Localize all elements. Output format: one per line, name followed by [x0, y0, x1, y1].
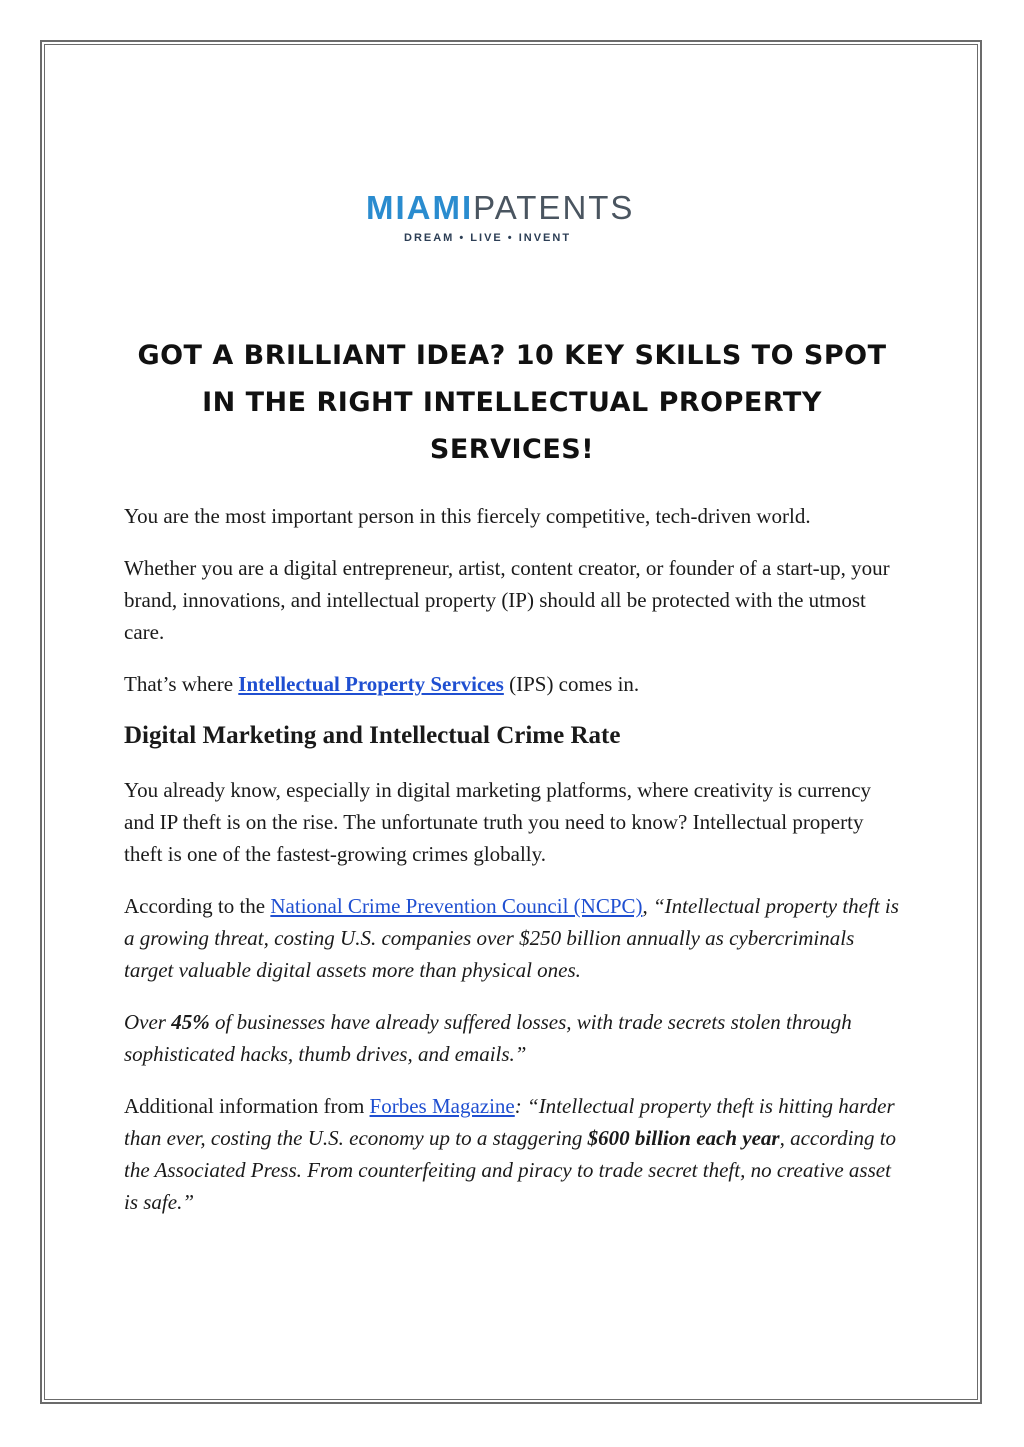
ncpc-comma: ,: [642, 894, 653, 918]
paragraph-intro: You are the most important person in this fiercely competitive, tech-driven world.: [124, 504, 811, 528]
losses-text-after: of businesses have already suffered losses, with trade secrets stolen through sophisticated hacks, thumb drives, and emails.”: [124, 1010, 852, 1066]
paragraph-losses: [124, 1006, 900, 1070]
forbes-link[interactable]: Forbes Magazine: [369, 1094, 515, 1118]
ips-link[interactable]: Intellectual Property Services: [238, 672, 504, 696]
ncpc-quote: “Intellectual property theft is a growing threat, costing U.S. companies over $250 billion annually as cybercriminals target valuable digital assets more than physical ones.: [124, 894, 899, 982]
losses-percentage: 45%: [171, 1010, 210, 1034]
document-title: GOT A BRILLIANT IDEA? 10 KEY SKILLS TO SPOT IN THE RIGHT INTELLECTUAL PROPERTY SERVICES!: [137, 340, 887, 465]
logo-wordmark: [366, 190, 666, 226]
paragraph-audience: Whether you are a digital entrepreneur, artist, content creator, or founder of a start-up, your brand, innovations, and intellectual property (IP) should all be protected with the utmost care.: [124, 556, 890, 644]
forbes-text-before: Additional information from: [124, 1094, 370, 1118]
logo-brand-part1: MIAMI: [366, 189, 474, 226]
paragraph-ip-theft: You already know, especially in digital marketing platforms, where creativity is currency and IP theft is on the rise. The unfortunate truth you need to know? Intellectual property theft is one of the fastest-growing crimes globally.: [124, 778, 872, 866]
ncpc-text-before: According to the: [124, 894, 271, 918]
ips-text-after: (IPS) comes in.: [503, 672, 640, 696]
forbes-quote-part1: : “Intellectual property theft is hitting harder than ever, costing the U.S. economy up to a staggering: [124, 1094, 895, 1150]
section-heading: Digital Marketing and Intellectual Crime Rate: [124, 722, 621, 749]
paragraph-ncpc: [124, 890, 900, 986]
logo-brand-part2: PATENTS: [473, 189, 635, 226]
logo-tagline: DREAM • LIVE • INVENT: [404, 232, 572, 244]
ncpc-link[interactable]: National Crime Prevention Council (NCPC): [270, 894, 643, 918]
paragraph-forbes: [124, 1090, 900, 1218]
losses-text-before: Over: [124, 1010, 172, 1034]
document-body: [124, 500, 900, 1238]
miami-patents-logo: [366, 190, 666, 250]
paragraph-ips: [124, 668, 900, 700]
forbes-amount: $600 billion each year: [587, 1126, 780, 1150]
forbes-quote-part2: , according to the Associated Press. From counterfeiting and piracy to trade secret theft, no creative asset is safe.”: [124, 1126, 897, 1214]
ips-text-before: That’s where: [124, 672, 239, 696]
